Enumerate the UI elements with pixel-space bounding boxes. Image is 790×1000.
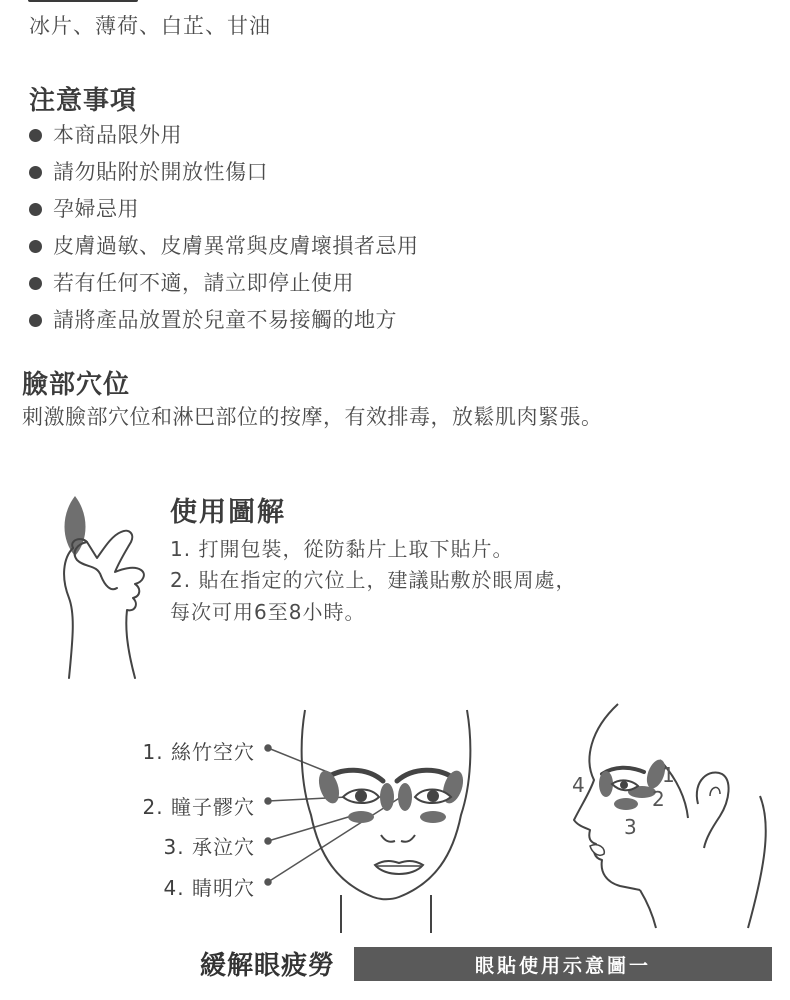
acupoints-title: 臉部穴位	[22, 370, 131, 400]
banner-caption: 眼貼使用示意圖一	[474, 954, 651, 977]
usage-title: 使用圖解	[170, 497, 286, 528]
usage-step-2-continued: 每次可用6至8小時。	[170, 600, 366, 624]
front-face-diagram	[255, 705, 505, 935]
list-item: 請勿貼附於開放性傷口	[29, 158, 419, 195]
list-item: 請將產品放置於兒童不易接觸的地方	[29, 306, 419, 343]
notes-title: 注意事項	[29, 86, 138, 116]
list-item: 皮膚過敏、皮膚異常與皮膚壞損者忌用	[29, 232, 419, 269]
side-number-1: 1	[662, 763, 675, 787]
list-item: 孕婦忌用	[29, 195, 419, 232]
list-item: 若有任何不適，請立即停止使用	[29, 269, 419, 306]
acupoints-description: 刺激臉部穴位和淋巴部位的按摩，有效排毒，放鬆肌肉緊張。	[22, 405, 603, 429]
side-number-2: 2	[652, 787, 665, 811]
acupoint-label-3: 3. 承泣穴	[163, 835, 255, 859]
list-item: 本商品限外用	[29, 121, 419, 158]
acupoint-label-4: 4. 睛明穴	[163, 876, 255, 900]
acupoint-label-2: 2. 瞳子髎穴	[142, 795, 255, 819]
banner-caption-bar	[354, 947, 772, 981]
hand-holding-patch-icon	[55, 488, 165, 683]
acupoint-label-1: 1. 絲竹空穴	[142, 740, 255, 764]
side-number-3: 3	[624, 815, 637, 839]
notes-list	[29, 121, 419, 343]
usage-step-1: 1. 打開包裝，從防黏片上取下貼片。	[170, 537, 514, 561]
usage-step-2: 2. 貼在指定的穴位上，建議貼敷於眼周處，	[170, 568, 577, 592]
banner-title: 緩解眼疲勞	[200, 951, 336, 981]
side-face-diagram	[560, 700, 780, 930]
cropped-heading-fragment	[28, 0, 138, 2]
ingredients-text: 冰片、薄荷、白芷、甘油	[29, 14, 271, 38]
side-number-4: 4	[572, 773, 585, 797]
